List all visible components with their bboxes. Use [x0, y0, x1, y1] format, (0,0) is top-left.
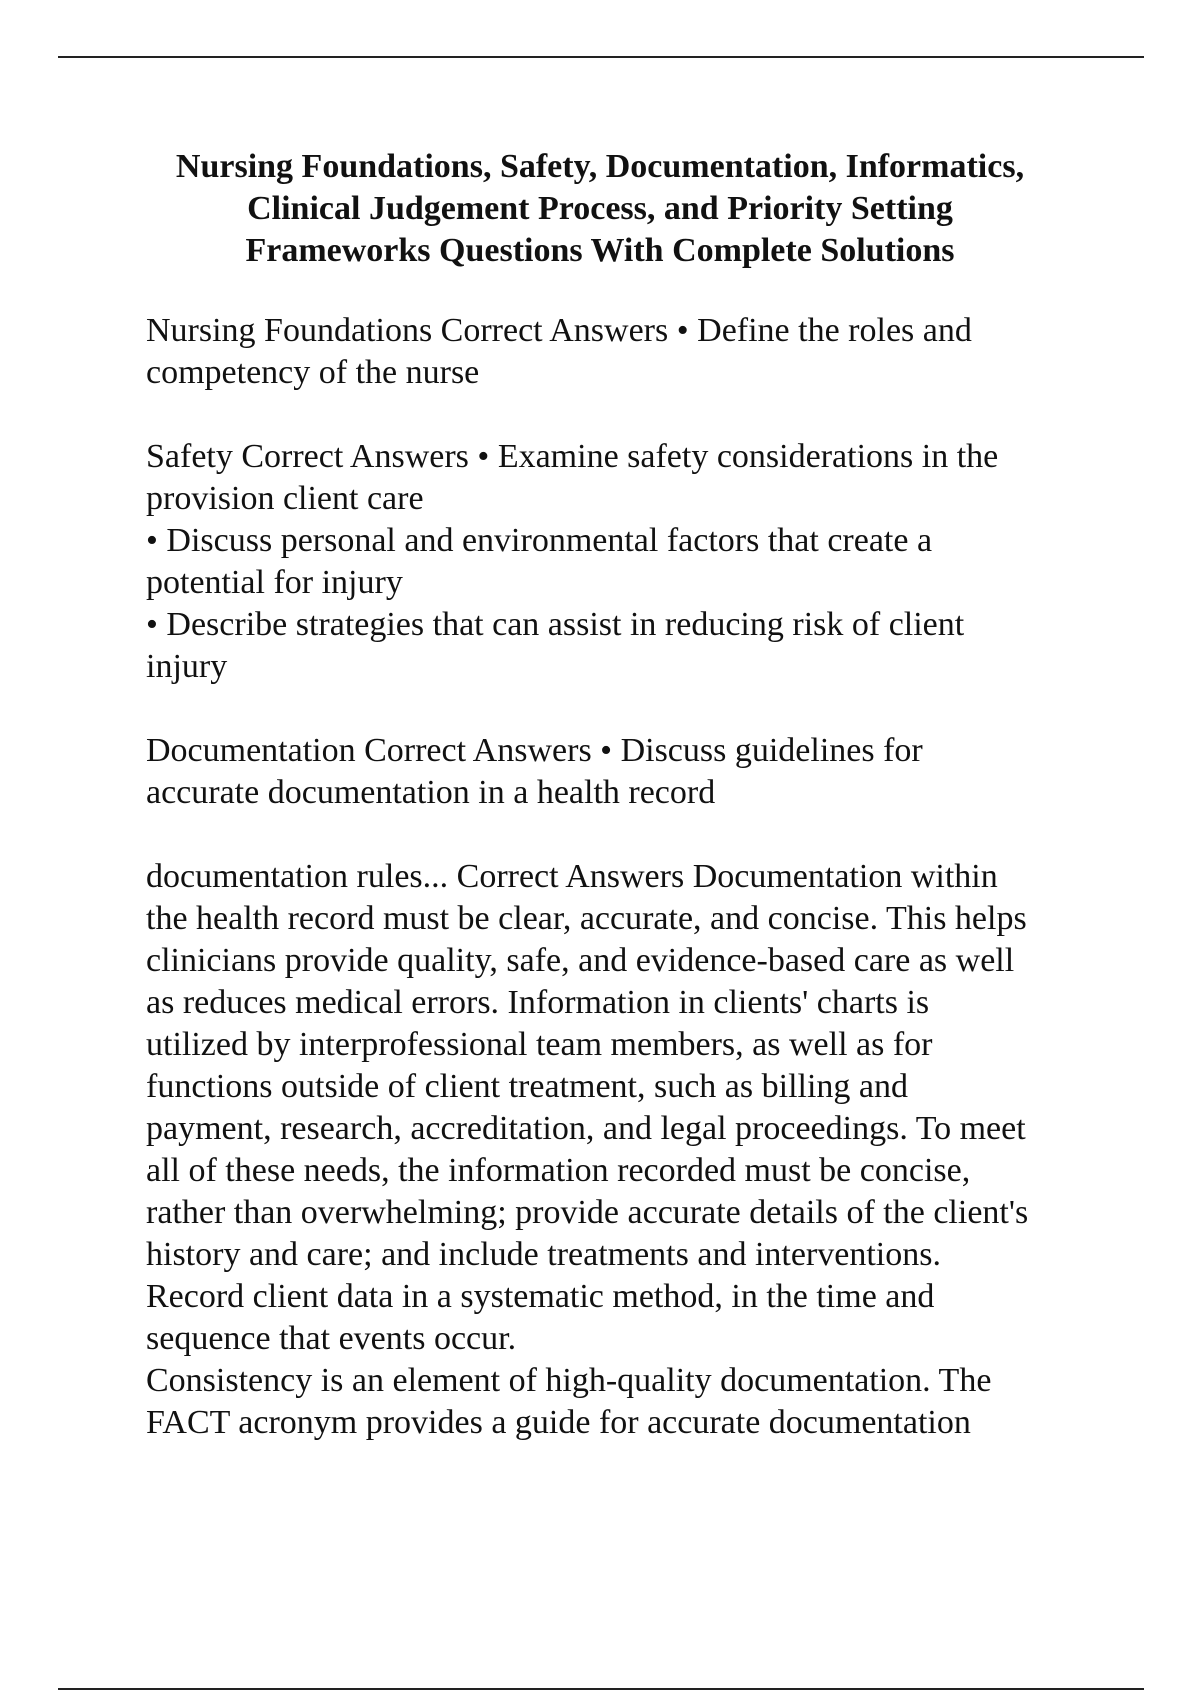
text-line: sequence that events occur.: [146, 1320, 517, 1357]
paragraph-documentation-rules: [146, 856, 1106, 1444]
paragraph-nursing-foundations: [146, 310, 1106, 394]
text-line: the health record must be clear, accurate, and concise. This helps: [146, 900, 1027, 937]
text-line: clinicians provide quality, safe, and evidence-based care as well: [146, 942, 1015, 979]
text-line: history and care; and include treatments and interventions.: [146, 1236, 941, 1273]
title-line: Clinical Judgement Process, and Priority Setting: [247, 190, 953, 227]
text-line: FACT acronym provides a guide for accurate documentation: [146, 1404, 971, 1441]
text-line: injury: [146, 648, 228, 685]
text-line: • Describe strategies that can assist in reducing risk of client: [146, 606, 965, 643]
text-line: • Discuss personal and environmental factors that create a: [146, 522, 933, 559]
text-line: Record client data in a systematic method, in the time and: [146, 1278, 935, 1315]
text-line: Nursing Foundations Correct Answers • Define the roles and: [146, 312, 972, 349]
text-line: Safety Correct Answers • Examine safety considerations in the: [146, 438, 999, 475]
title-line: Frameworks Questions With Complete Solutions: [245, 232, 955, 269]
text-line: all of these needs, the information recorded must be concise,: [146, 1152, 971, 1189]
document-title: [130, 146, 1070, 272]
text-line: as reduces medical errors. Information in clients' charts is: [146, 984, 930, 1021]
text-line: rather than overwhelming; provide accurate details of the client's: [146, 1194, 1029, 1231]
text-line: Documentation Correct Answers • Discuss guidelines for: [146, 732, 923, 769]
text-line: competency of the nurse: [146, 354, 480, 391]
title-line: Nursing Foundations, Safety, Documentation, Informatics,: [175, 148, 1025, 185]
text-line: accurate documentation in a health record: [146, 774, 716, 811]
text-line: functions outside of client treatment, such as billing and: [146, 1068, 908, 1105]
top-divider: [58, 56, 1144, 58]
paragraph-safety: [146, 436, 1106, 688]
text-line: payment, research, accreditation, and legal proceedings. To meet: [146, 1110, 1026, 1147]
paragraph-documentation: [146, 730, 1106, 814]
text-line: potential for injury: [146, 564, 403, 601]
text-line: Consistency is an element of high-quality documentation. The: [146, 1362, 992, 1399]
document-body: [146, 310, 1106, 1444]
bottom-divider: [58, 1688, 1144, 1690]
text-line: provision client care: [146, 480, 424, 517]
text-line: documentation rules... Correct Answers Documentation within: [146, 858, 998, 895]
text-line: utilized by interprofessional team members, as well as for: [146, 1026, 933, 1063]
